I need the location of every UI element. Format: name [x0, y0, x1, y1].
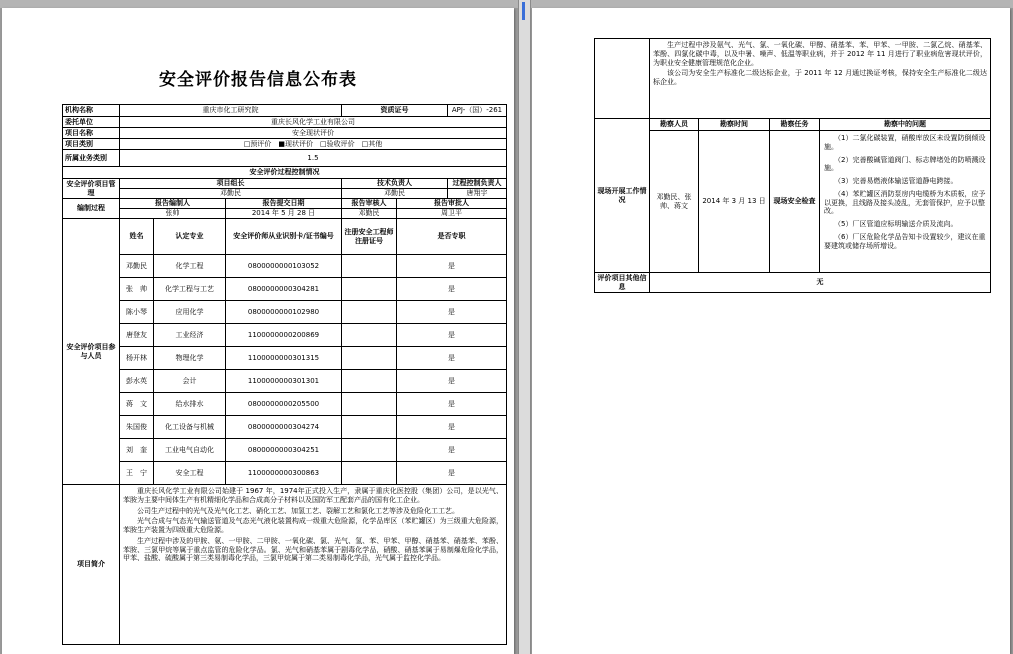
leader-header: 项目组长	[120, 179, 342, 189]
cert-value: APJ-（国）-261	[448, 105, 507, 117]
staff-cert: 1100000000301301	[226, 370, 342, 393]
col-reg: 注册安全工程师注册证号	[342, 219, 397, 255]
staff-cert: 0800000000103052	[226, 255, 342, 278]
staff-reg	[342, 347, 397, 370]
ctrl-value: 唐翔宇	[448, 189, 507, 199]
col-name: 姓名	[120, 219, 154, 255]
intro-label: 项目简介	[63, 485, 120, 645]
type-label: 项目类别	[63, 139, 120, 150]
staff-name: 杨开林	[120, 347, 154, 370]
intro-text	[120, 485, 507, 645]
org-label: 机构名称	[63, 105, 120, 117]
staff-row	[63, 278, 507, 301]
staff-name: 彭水英	[120, 370, 154, 393]
writer-value: 张帅	[120, 209, 226, 219]
staff-row	[63, 416, 507, 439]
col-issues: 勘察中的问题	[820, 119, 991, 131]
staff-major: 物理化学	[154, 347, 226, 370]
staff-cert: 1100000000200869	[226, 324, 342, 347]
staff-major: 化工设备与机械	[154, 416, 226, 439]
scroll-thumb[interactable]	[522, 2, 525, 20]
staff-cert: 0800000000102980	[226, 301, 342, 324]
staff-fulltime: 是	[397, 462, 507, 485]
intro-paragraph: 重庆长风化学工业有限公司始建于 1967 年，1974年正式投入生产，隶属于重庆化医控股（集团）公司，是以光气、苯胺为主要中间体生产有机精细化学品和合成高分子材料以及国防军工配套产品的国有化工企业。	[123, 487, 503, 504]
staff-major: 给水排水	[154, 393, 226, 416]
staff-reg	[342, 255, 397, 278]
staff-cert: 0800000000304251	[226, 439, 342, 462]
survey-time: 2014 年 3 月 13 日	[699, 131, 770, 273]
staff-fulltime: 是	[397, 301, 507, 324]
org-value: 重庆市化工研究院	[120, 105, 342, 117]
staff-name: 王 宁	[120, 462, 154, 485]
staff-reg	[342, 301, 397, 324]
staff-row	[63, 462, 507, 485]
industry-label: 所属业务类别	[63, 150, 120, 167]
project-label: 项目名称	[63, 128, 120, 139]
staff-name: 张 帅	[120, 278, 154, 301]
staff-name: 唐登友	[120, 324, 154, 347]
staff-row	[63, 347, 507, 370]
issue-item: （1）二氯化碳装置，硝酸库放区未设置防倒倾设施。	[824, 134, 986, 151]
staff-reg	[342, 324, 397, 347]
col-task: 勘察任务	[770, 119, 820, 131]
tech-value: 邓勤民	[342, 189, 448, 199]
staff-name: 邓勤民	[120, 255, 154, 278]
issue-item: （4）苯贮罐区消防泵房内电缆桥为木质板，应予以更换，且线路及接头凌乱，无套管保护，应予以整改。	[824, 189, 986, 216]
staff-fulltime: 是	[397, 393, 507, 416]
staff-name: 刘 奎	[120, 439, 154, 462]
staff-cert: 1100000000301315	[226, 347, 342, 370]
staff-row	[63, 324, 507, 347]
staff-cert: 1100000000300863	[226, 462, 342, 485]
staff-name: 陈小琴	[120, 301, 154, 324]
staff-major: 化学工程与工艺	[154, 278, 226, 301]
info-table	[62, 104, 507, 645]
issue-item: （5）厂区管道应标明输送介质及流向。	[834, 220, 958, 228]
intro-continued-text	[650, 39, 991, 119]
staff-major: 工业电气自动化	[154, 439, 226, 462]
staff-reg	[342, 370, 397, 393]
staff-name: 朱国俊	[120, 416, 154, 439]
cert-label: 资质证号	[342, 105, 448, 117]
intro-paragraph: 公司生产过程中的光气及光气化工艺、硝化工艺、加氢工艺、裂解工艺和氯化工艺等涉及危险化工工艺。	[137, 506, 459, 515]
col-people: 勘察人员	[650, 119, 699, 131]
survey-issues	[820, 131, 991, 273]
survey-task: 现场安全检查	[770, 131, 820, 273]
other-value: 无	[650, 273, 991, 293]
intro-paragraph: 生产过程中涉及的甲胺、氨、一甲胺、二甲胺、一氧化碳、氯、光气、氢、苯、甲苯、甲醇、硝基苯、硝基苯、苯酚、苯胺、三氯甲烷等属于重点监管的危险化学品。氯、光气和硝基苯属于剧毒化学品，硝酸、硝基苯属于易制爆危险化学品，甲苯、盐酸、硫酸属于第三类易制毒化学品，三氯甲烷属于第二类易制毒化学品，光气属于监控化学品。	[123, 536, 503, 563]
staff-fulltime: 是	[397, 439, 507, 462]
staff-fulltime: 是	[397, 416, 507, 439]
intro-paragraph: 生产过程中涉及氨气、光气、氯、一氧化碳、甲醇、硝基苯、苯、甲苯、一甲胺、二氯乙烷、硝基苯、苯酚、四氯化碳中毒，以及中暑、噪声、低温等职业病，并于 2012 年 11 月进行了职业病危害现状评价，为职业安全健康管理规范化企业。	[653, 41, 987, 67]
reviewer-value: 邓勤民	[342, 209, 397, 219]
staff-reg	[342, 462, 397, 485]
approver-value: 周卫平	[397, 209, 507, 219]
staff-label: 安全评价项目参与人员	[63, 219, 120, 485]
survey-label: 现场开展工作情况	[595, 119, 650, 273]
staff-row	[63, 301, 507, 324]
document-page-2	[532, 8, 1010, 654]
client-value: 重庆长风化学工业有限公司	[120, 117, 507, 128]
staff-cert: 0800000000304281	[226, 278, 342, 301]
staff-row	[63, 439, 507, 462]
staff-cert: 0800000000304274	[226, 416, 342, 439]
issue-item: （3）完善易燃液体输送管道静电跨接。	[834, 177, 958, 185]
staff-row	[63, 393, 507, 416]
survey-people: 邓勤民、张帅、蒋文	[650, 131, 699, 273]
process-header: 安全评价过程控制情况	[63, 167, 507, 179]
staff-major: 应用化学	[154, 301, 226, 324]
staff-row	[63, 255, 507, 278]
staff-major: 化学工程	[154, 255, 226, 278]
intro-paragraph: 光气合成与气态光气输送管道及气态光气液化装置构成一级重大危险源，化学品库区（苯贮罐区）为三级重大危险源，苯胺生产装置为四级重大危险源。	[123, 517, 503, 534]
submit-value: 2014 年 5 月 28 日	[226, 209, 342, 219]
reviewer-header: 报告审核人	[342, 199, 397, 209]
staff-fulltime: 是	[397, 255, 507, 278]
staff-fulltime: 是	[397, 370, 507, 393]
issue-item: （6）厂区危险化学品告知卡设置较少，建议在重要建筑或储存场所增设。	[824, 232, 986, 250]
staff-cert: 0800000000205500	[226, 393, 342, 416]
col-cert: 安全评价师从业识别卡/证书编号	[226, 219, 342, 255]
submit-header: 报告提交日期	[226, 199, 342, 209]
staff-major: 会计	[154, 370, 226, 393]
staff-reg	[342, 278, 397, 301]
window-top-edge	[0, 0, 1013, 8]
staff-reg	[342, 416, 397, 439]
col-sign: 是否专职	[397, 219, 507, 255]
staff-reg	[342, 393, 397, 416]
mgmt-label: 安全评价项目管理	[63, 179, 120, 199]
staff-fulltime: 是	[397, 278, 507, 301]
writer-header: 报告编制人	[120, 199, 226, 209]
intro-paragraph: 该公司为安全生产标准化二级达标企业，于 2011 年 12 月通过换证考核，保持安全生产标准化二级达标企业。	[653, 69, 987, 86]
staff-row	[63, 370, 507, 393]
staff-major: 工业经济	[154, 324, 226, 347]
project-value: 安全现状评价	[120, 128, 507, 139]
staff-fulltime: 是	[397, 324, 507, 347]
info-table-continued	[594, 38, 991, 293]
intro-continued-label-cell	[595, 39, 650, 119]
staff-name: 蒋 文	[120, 393, 154, 416]
issue-item: （2）完善酸碱管道阀门、标志牌堵处的防喷溅设施。	[824, 155, 986, 173]
industry-value: 1.5	[120, 150, 507, 167]
document-page-1	[2, 8, 514, 654]
type-options: □预评价 ■现状评价 □验收评价 □其他	[120, 139, 507, 150]
page-split-scrollbar[interactable]	[518, 0, 531, 654]
col-time: 勘察时间	[699, 119, 770, 131]
document-title: 安全评价报告信息公布表	[159, 70, 357, 90]
ctrl-header: 过程控制负责人	[448, 179, 507, 189]
tech-header: 技术负责人	[342, 179, 448, 189]
staff-major: 安全工程	[154, 462, 226, 485]
staff-fulltime: 是	[397, 347, 507, 370]
client-label: 委托单位	[63, 117, 120, 128]
other-label: 评价项目其他信息	[595, 273, 650, 293]
approver-header: 报告审批人	[397, 199, 507, 209]
staff-reg	[342, 439, 397, 462]
compile-label: 编制过程	[63, 199, 120, 219]
col-major: 认定专业	[154, 219, 226, 255]
leader-value: 邓勤民	[120, 189, 342, 199]
